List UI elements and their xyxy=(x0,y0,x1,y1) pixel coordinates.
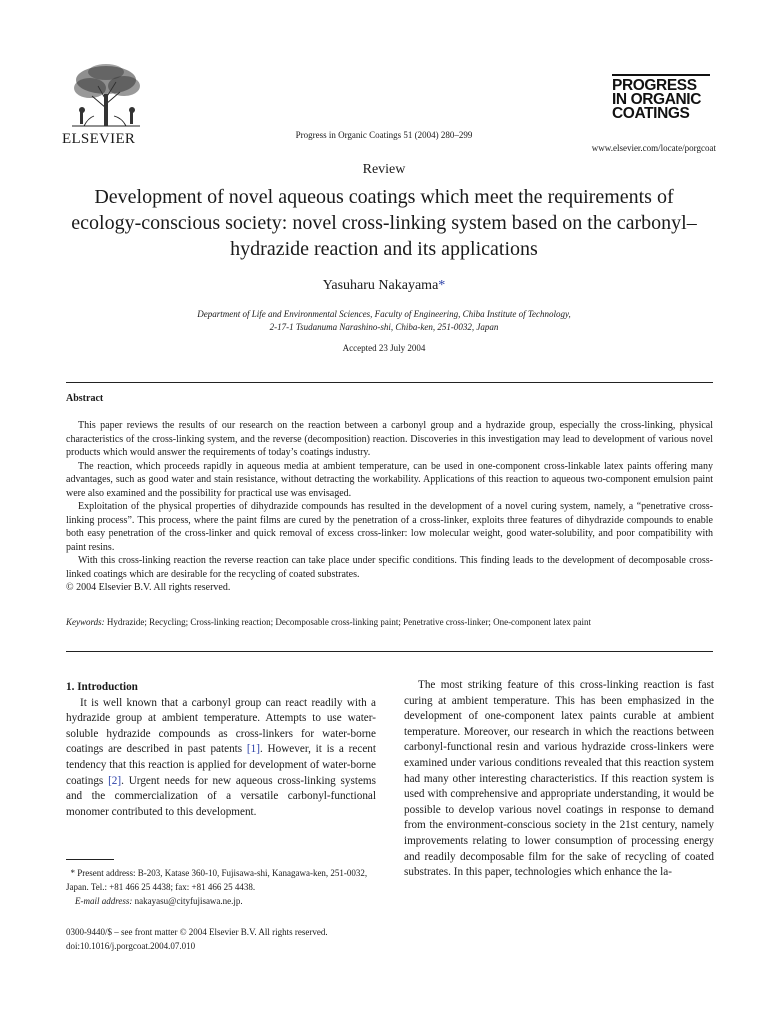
abstract-paragraph: This paper reviews the results of our research on the reaction between a carbonyl group and a hydrazide group, especially the cross-linking, physical characteristics of the cross-linking system, and the reverse (decomposition) reaction. Discoveries in this investigation may lead to development of various novel products which would answer the requirements of today’s coatings industry. xyxy=(66,420,713,458)
footnote xyxy=(66,866,378,908)
author-name: Yasuharu Nakayama xyxy=(322,278,439,293)
journal-logo-rule xyxy=(612,74,710,76)
footnote-email xyxy=(66,894,378,908)
right-column xyxy=(404,678,714,881)
abstract-heading: Abstract xyxy=(66,393,104,404)
affiliation-line: 2-17-1 Tsudanuma Narashino-shi, Chiba-ken, 251-0032, Japan xyxy=(269,322,499,332)
section-heading: 1. Introduction xyxy=(66,681,138,693)
reference-link[interactable]: [2] xyxy=(108,774,122,787)
top-divider xyxy=(66,382,713,383)
elsevier-tree-icon xyxy=(62,62,150,128)
body-text: . However, it is a recent tendency that this reaction is applied for development of water-borne coatings xyxy=(66,743,376,787)
email-label: E-mail address: xyxy=(75,896,133,906)
accepted-date: Accepted 23 July 2004 xyxy=(342,343,426,353)
issn-line: 0300-9440/$ – see front matter © 2004 Elsevier B.V. All rights reserved. xyxy=(66,927,328,937)
journal-logo-line: COATINGS xyxy=(612,105,690,122)
left-column xyxy=(66,680,376,820)
footnote-rule xyxy=(66,859,114,860)
affiliation-line: Department of Life and Environmental Sciences, Faculty of Engineering, Chiba Institute of Technology, xyxy=(197,309,571,319)
keywords-text: Hydrazide; Recycling; Cross-linking reaction; Decomposable cross-linking paint; Penetrative cross-linker; One-component latex paint xyxy=(106,617,592,627)
article-type: Review xyxy=(362,162,406,177)
body-text: . Urgent needs for new aqueous cross-linking systems and the commercialization of a versatile carbonyl-functional monomer contributed to this development. xyxy=(66,774,376,818)
journal-logo-line: IN ORGANIC xyxy=(612,91,702,108)
journal-url-link[interactable]: www.elsevier.com/locate/porgcoat xyxy=(591,143,716,153)
abstract-divider xyxy=(66,651,713,652)
email-link[interactable]: nakayasu@cityfujisawa.ne.jp. xyxy=(134,896,243,906)
abstract-paragraph: With this cross-linking reaction the reverse reaction can take place under specific conditions. This finding leads to the development of decomposable cross-linked coatings which are desirable for the recycling of coated substrates. xyxy=(66,555,713,580)
keywords-label: Keywords: xyxy=(66,617,105,627)
footnote-address xyxy=(66,866,378,894)
body-text: It is well known that a carbonyl group can react readily with a hydrazide group at ambient temperature. Attempts to use water-soluble hydrazide compounds as cross-linkers for water-borne coatings are described in past patents xyxy=(66,696,376,756)
body-paragraph: The most striking feature of this cross-linking reaction is fast curing at ambient temperature. This has been emphasized in the development of one-component latex paints curable at ambient temperature. Moreover, our research in which the reactions between carbonyl-functional resin and various hydrazide cross-linkers were examined under various conditions revealed that this reaction system had many other interesting characteristics. If this reaction system is used with comprehensive and appropriate understanding, it would be possible to develop various novel coatings in response to demand from the environment-conscious society in the 21st century, namely improvements relating to lower consumption of processing energy and readily decomposable film for the sake of recycling of coated substrates. In this paper, technologies which enhance the la- xyxy=(404,679,714,879)
article-title: Development of novel aqueous coatings which meet the requirements of ecology-conscious society: novel cross-linking system based on the carbonyl–hydrazide reaction and its applications xyxy=(71,186,697,260)
doi-link[interactable]: doi:10.1016/j.porgcoat.2004.07.010 xyxy=(66,941,196,951)
abstract-body xyxy=(66,419,713,595)
author-footnote-link[interactable]: * xyxy=(438,278,446,293)
journal-logo-line: PROGRESS xyxy=(612,77,697,94)
front-matter xyxy=(66,925,396,953)
journal-citation: Progress in Organic Coatings 51 (2004) 280–299 xyxy=(295,130,473,140)
reference-link[interactable]: [1] xyxy=(246,743,260,756)
keywords xyxy=(66,617,713,627)
author-line xyxy=(0,278,768,294)
footnote-text: Present address: B-203, Katase 360-10, Fujisawa-shi, Kanagawa-ken, 251-0032, Japan. Tel.: +81 466 25 4438; fax: +81 466 25 4438. xyxy=(66,868,368,892)
footnote-mark: * xyxy=(70,868,75,878)
journal-logo xyxy=(612,74,712,121)
abstract-paragraph: The reaction, which proceeds rapidly in aqueous media at ambient temperature, can be used in one-component cross-linkable latex paints offering many advantages, such as good water and stain resistance, without detracting the workability. Applications of this reaction to aqueous two-component emulsion paint were also examined and the possibility for practical use was envisaged. xyxy=(66,460,713,499)
publisher-name: ELSEVIER xyxy=(62,131,136,147)
abstract-paragraph: Exploitation of the physical properties of dihydrazide compounds has resulted in the development of a novel curing system, namely, a “penetrative cross-linking process”. This process, where the paint films are cured by the penetration of a cross-linker, exploits three features of dihydrazide compounds to enable both easy penetration of the cross-linker and quick removal of excess cross-linker: low molecular weight, good water-solubility, and poor compatibility with paint resins. xyxy=(66,501,713,553)
abstract-copyright: © 2004 Elsevier B.V. All rights reserved. xyxy=(66,582,231,593)
author-affiliation xyxy=(100,308,668,334)
body-paragraph xyxy=(66,696,376,821)
